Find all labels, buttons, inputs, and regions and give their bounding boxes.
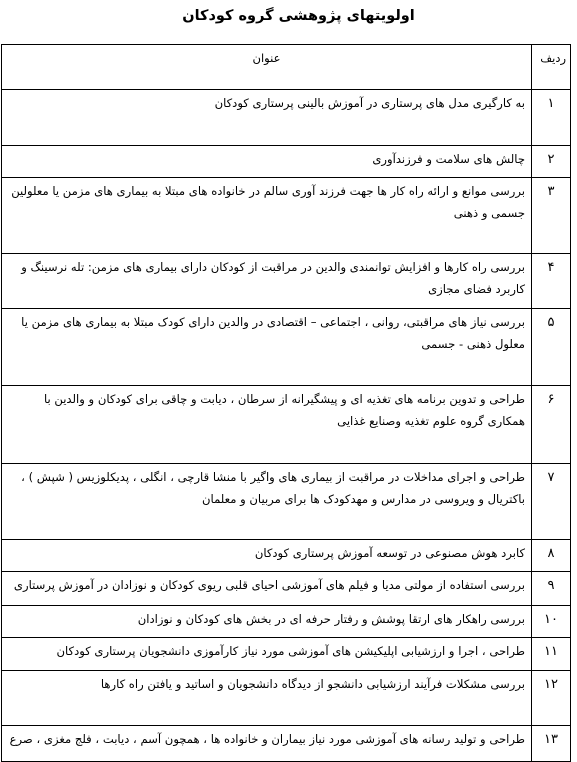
row-title-cell <box>2 254 532 309</box>
row-title-cell <box>2 178 532 254</box>
row-number: ۹ <box>547 578 555 593</box>
table-row <box>2 464 571 540</box>
table-row <box>2 671 571 726</box>
table-row <box>2 386 571 464</box>
table-row <box>2 572 571 606</box>
row-title-cell <box>2 146 532 178</box>
row-number-cell <box>532 178 571 254</box>
row-title-cell <box>2 638 532 671</box>
header-title-cell <box>2 45 532 90</box>
row-title: بررسی استفاده از مولتی مدیا و فیلم های آموزشی احیای قلبی ریوی کودکان و نوزادان در آموزش پرستاری <box>13 578 525 592</box>
row-title: طراحی ، اجرا و ارزشیابی اپلیکیشن های آموزشی مورد نیاز کارآموزی دانشجویان پرستاری کودکان <box>56 644 525 658</box>
row-title-cell <box>2 464 532 540</box>
row-number: ۱۳ <box>544 732 558 747</box>
row-title: به کارگیری مدل های پرستاری در آموزش بالینی پرستاری کودکان <box>214 96 525 110</box>
table-row <box>2 90 571 146</box>
row-title: طراحی و اجرای مداخلات در مراقبت از بیماری های واگیر با منشا قارچی ، انگلی ، پدیکلوزیس ( شپش ) ، باکتریال و ویروسی در مدارس و مهدکودک ها برای مربیان و معلمان <box>21 470 525 506</box>
row-number-cell <box>532 638 571 671</box>
row-number: ۳ <box>547 184 555 199</box>
header-number: ردیف <box>540 51 566 65</box>
row-number: ۱۱ <box>544 644 558 659</box>
row-number: ۵ <box>547 315 555 330</box>
row-title: بررسی راه کارها و افزایش توانمندی والدین در مراقبت از کودکان دارای بیماری های مزمن: تله نرسینگ و کاربرد فضای مجازی <box>21 260 525 296</box>
row-title: بررسی مشکلات فرآیند ارزشیابی دانشجو از دیدگاه دانشجویان و اساتید و یافتن راه کارها <box>100 677 525 691</box>
row-number: ۱۲ <box>544 677 558 692</box>
row-number: ۱ <box>547 96 555 111</box>
row-title: کابرد هوش مصنوعی در توسعه آموزش پرستاری کودکان <box>254 546 525 560</box>
row-title-cell <box>2 386 532 464</box>
row-title: طراحی و تدوین برنامه های تغذیه ای و پیشگیرانه از سرطان ، دیابت و چاقی برای کودکان و والدین با همکاری گروه علوم تغذیه وصنایع غذایی <box>43 392 525 428</box>
row-title: طراحی و تولید رسانه های آموزشی مورد نیاز بیماران و خانواده ها ، همچون آسم ، دیابت ، فلج مغزی ، صرع <box>9 732 525 746</box>
row-number-cell <box>532 606 571 638</box>
table-row <box>2 146 571 178</box>
header-number-cell <box>532 45 571 90</box>
row-title: چالش های سلامت و فرزندآوری <box>372 152 525 166</box>
row-title-cell <box>2 671 532 726</box>
row-title-cell <box>2 572 532 606</box>
row-title-cell <box>2 606 532 638</box>
table-header-row <box>2 45 571 90</box>
row-number-cell <box>532 90 571 146</box>
row-title-cell <box>2 540 532 572</box>
row-number: ۴ <box>547 260 555 275</box>
row-number: ۱۰ <box>544 612 558 627</box>
table-row <box>2 309 571 386</box>
row-number: ۷ <box>547 470 555 485</box>
row-title: بررسی نیاز های مراقبتی، روانی ، اجتماعی – اقتصادی در والدین دارای کودک مبتلا به بیماری های مزمن یا معلول ذهنی - جسمی <box>21 315 525 351</box>
row-title-cell <box>2 726 532 762</box>
row-number-cell <box>532 540 571 572</box>
row-number: ۶ <box>547 392 555 407</box>
priorities-table <box>1 44 571 762</box>
table-row <box>2 540 571 572</box>
row-title: بررسی راهکار های ارتقا پوشش و رفتار حرفه ای در بخش های کودکان و نوزادان <box>137 612 525 626</box>
row-number-cell <box>532 726 571 762</box>
table-row <box>2 638 571 671</box>
row-title-cell <box>2 309 532 386</box>
row-title-cell <box>2 90 532 146</box>
header-title: عنوان <box>252 51 281 65</box>
table-row <box>2 606 571 638</box>
row-number-cell <box>532 254 571 309</box>
row-title: بررسی موانع و ارائه راه کار ها جهت فرزند آوری سالم در خانواده های مبتلا به بیماری های مزمن یا معلولین جسمی و ذهنی <box>11 184 525 220</box>
row-number-cell <box>532 146 571 178</box>
row-number-cell <box>532 671 571 726</box>
row-number-cell <box>532 386 571 464</box>
row-number-cell <box>532 464 571 540</box>
table-row <box>2 178 571 254</box>
row-number-cell <box>532 572 571 606</box>
row-number-cell <box>532 309 571 386</box>
table-row <box>2 726 571 762</box>
row-number: ۲ <box>547 152 555 167</box>
page-title: اولویتهای پژوهشی گروه کودکان <box>182 8 415 24</box>
row-number: ۸ <box>547 546 555 561</box>
table-row <box>2 254 571 309</box>
